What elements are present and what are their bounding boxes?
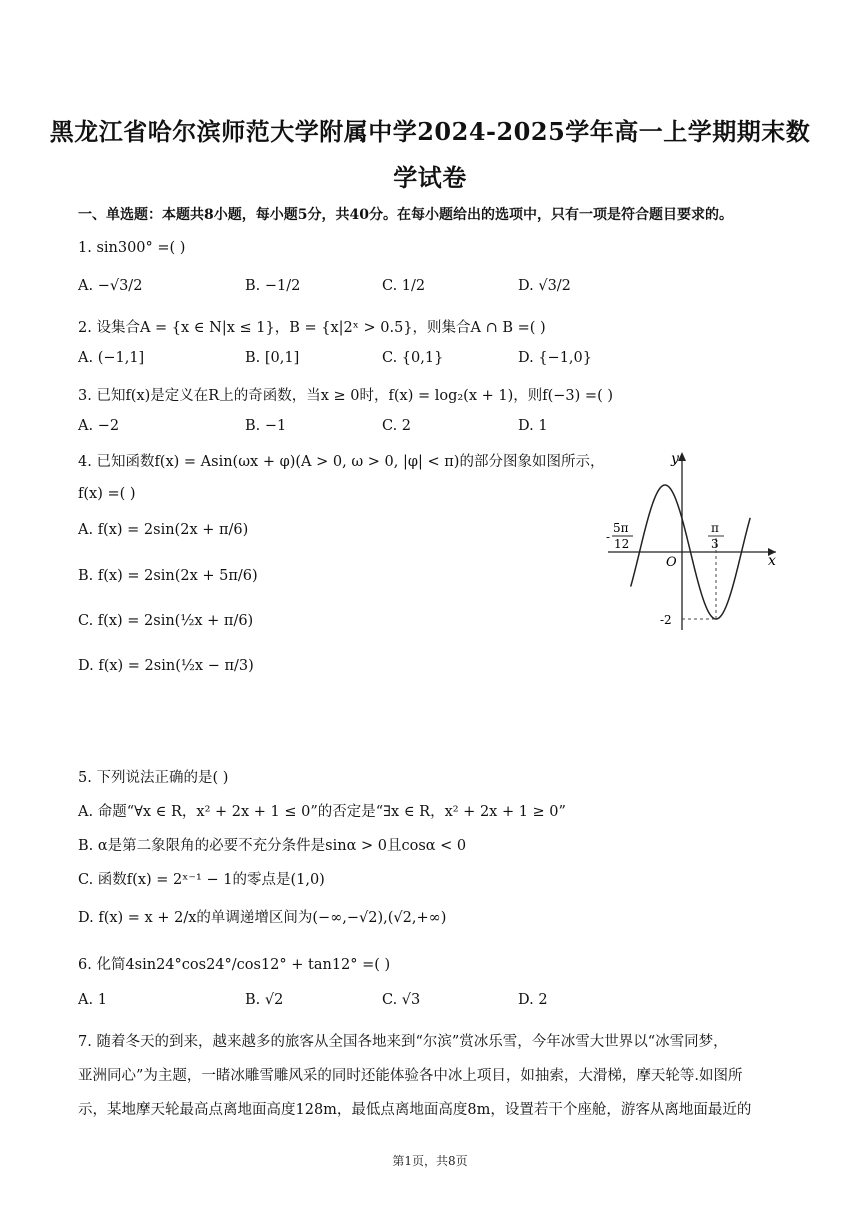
question-4-stem-cont: f(x) =( ) xyxy=(78,486,136,502)
question-5-option-c: C. 函数f(x) = 2ˣ⁻¹ − 1的零点是(1,0) xyxy=(78,872,325,888)
question-5-option-d: D. f(x) = x + 2/x的单调递增区间为(−∞,−√2),(√2,+∞) xyxy=(78,910,447,926)
question-6-option-a: A. 1 xyxy=(78,992,107,1008)
question-5-option-b: B. α是第二象限角的必要不充分条件是sinα > 0且cosα < 0 xyxy=(78,838,467,854)
question-3-option-a: A. −2 xyxy=(78,418,120,434)
neg-tick-sign: - xyxy=(606,530,611,544)
question-6-option-b: B. √2 xyxy=(245,992,284,1008)
question-1-option-a: A. −√3/2 xyxy=(78,278,143,294)
section-heading: 一、单选题：本题共8小题，每小题5分，共40分。在每小题给出的选项中，只有一项是符合题目要求的。 xyxy=(78,207,733,223)
question-5-option-a: A. 命题“∀x ∈ R，x² + 2x + 1 ≤ 0”的否定是“∃x ∈ R，x² + 2x + 1 ≥ 0” xyxy=(78,804,566,820)
question-2-option-c: C. {0,1} xyxy=(382,350,444,366)
question-4-stem: 4. 已知函数f(x) = Asin(ωx + φ)(A > 0, ω > 0, |φ| < π)的部分图象如图所示， xyxy=(78,454,605,470)
pos-tick-numerator: π xyxy=(711,521,719,535)
question-3-option-d: D. 1 xyxy=(518,418,548,434)
question-7-line-1: 7. 随着冬天的到来，越来越多的旅客从全国各地来到“尔滨”赏冰乐雪，今年冰雪大世界以“冰雪同梦， xyxy=(78,1034,728,1050)
neg-tick-numerator: 5π xyxy=(613,521,629,535)
y-axis-label: y xyxy=(671,451,679,467)
question-6-option-d: D. 2 xyxy=(518,992,548,1008)
question-1-option-b: B. −1/2 xyxy=(245,278,301,294)
question-4-option-c: C. f(x) = 2sin(½x + π/6) xyxy=(78,613,254,629)
page-title-line1: 黑龙江省哈尔滨师范大学附属中学2024-2025学年高一上学期期末数 xyxy=(49,117,811,146)
question-7-line-2: 亚洲同心”为主题，一睹冰雕雪雕风采的同时还能体验各中冰上项目，如抽索，大滑梯，摩天轮等.如图所 xyxy=(78,1068,743,1084)
sine-graph-figure xyxy=(600,448,790,638)
page-title-line2: 学试卷 xyxy=(393,163,467,192)
question-3-option-c: C. 2 xyxy=(382,418,412,434)
question-4-option-b: B. f(x) = 2sin(2x + 5π/6) xyxy=(78,568,258,584)
question-1-option-d: D. √3/2 xyxy=(518,278,571,294)
question-2-stem: 2. 设集合A = {x ∈ N|x ≤ 1}，B = {x|2ˣ > 0.5}，则集合A ∩ B =( ) xyxy=(78,320,546,336)
question-1-stem: 1. sin300° =( ) xyxy=(78,240,186,256)
x-axis-label: x xyxy=(768,553,776,569)
question-2-option-b: B. [0,1] xyxy=(245,350,300,366)
question-3-stem: 3. 已知f(x)是定义在R上的奇函数，当x ≥ 0时，f(x) = log₂(x + 1)，则f(−3) =( ) xyxy=(78,388,613,404)
question-5-stem: 5. 下列说法正确的是( ) xyxy=(78,770,229,786)
question-1-option-c: C. 1/2 xyxy=(382,278,426,294)
page-footer: 第1页，共8页 xyxy=(392,1154,468,1168)
question-3-option-b: B. −1 xyxy=(245,418,287,434)
min-value-label: -2 xyxy=(660,613,672,627)
origin-label: O xyxy=(666,555,677,570)
question-6-stem: 6. 化简4sin24°cos24°/cos12° + tan12° =( ) xyxy=(78,957,391,973)
question-4-option-d: D. f(x) = 2sin(½x − π/3) xyxy=(78,658,254,674)
question-6-option-c: C. √3 xyxy=(382,992,421,1008)
pos-tick-denominator: 3 xyxy=(711,537,719,551)
neg-tick-denominator: 12 xyxy=(614,537,630,551)
question-4-option-a: A. f(x) = 2sin(2x + π/6) xyxy=(78,522,249,538)
y-axis-arrow xyxy=(678,452,686,461)
question-7-line-3: 示，某地摩天轮最高点离地面高度128m，最低点离地面高度8m，设置若干个座舱，游客从离地面最近的 xyxy=(78,1102,752,1118)
question-2-option-d: D. {−1,0} xyxy=(518,350,592,366)
question-2-option-a: A. (−1,1] xyxy=(78,350,145,366)
